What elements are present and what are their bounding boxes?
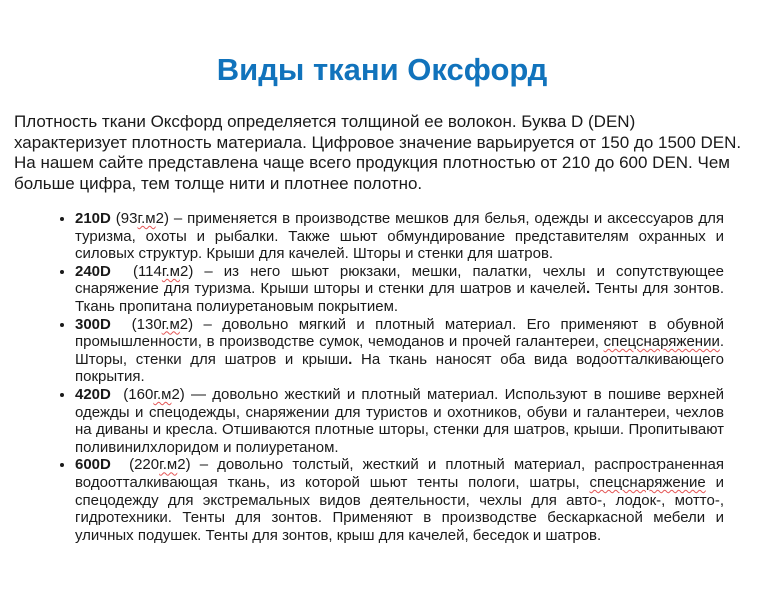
- bold-period: .: [585, 280, 591, 298]
- text-run: (160: [110, 385, 154, 403]
- text-run: 2) – из него шьют рюкзаки, мешки, палатки, чехлы и сопутствующее снаряжение для туризма. Крыши шторы и стенки для шатров и качелей: [75, 262, 724, 298]
- text-run: (93: [110, 210, 138, 227]
- spellcheck-word: г.м: [161, 315, 180, 333]
- density-code: 300D: [75, 315, 111, 333]
- text-run: 2) — довольно жесткий и плотный материал. Используют в пошиве верхней одежды и спецодежды, снаряжении для туристов и охотников, обуви и галантереи, чехлов на диваны и кресла. Отшиваются плотные шторы, стенки для шатров, крыши. Пропитывают поливинилхлоридом и полиуретаном.: [75, 385, 725, 456]
- text-run: и спецодежду для экстремальных видов деятельности, чехлы для авто-, лодок-, мотто-, гидротехники. Тенты для зонтов. Применяют в производстве бескаркасной мебели и уличных подушек. Тенты для зонтов, крыш для качелей, беседок и шатров.: [75, 473, 724, 544]
- spellcheck-word: г.м: [159, 456, 178, 474]
- text-run: (220: [110, 456, 160, 474]
- text-run: . Шторы, стенки для шатров и крыши: [75, 333, 724, 368]
- density-code: 210D: [75, 210, 111, 227]
- list-item: [75, 316, 724, 386]
- text-run: (130: [110, 315, 162, 333]
- density-code: 420D: [75, 385, 111, 403]
- text-run: На ткань наносят оба вида водоотталкивающего покрытия.: [75, 350, 724, 386]
- list-item: [75, 386, 724, 456]
- page-title: Виды ткани Оксфорд: [216, 52, 548, 87]
- bold-period: .: [348, 350, 353, 368]
- text-run: 2) – применяется в производстве мешков для белья, одежды и аксессуаров для туризма, охоты и рыбалки. Также шьют обмундирование представителям охранных и силовых структур. Крыши для качелей. Шторы и стенки для шатров.: [75, 210, 724, 263]
- text-run: 2) – довольно мягкий и плотный материал. Его применяют в обувной промышленности, в производстве сумок, чемоданов и прочей галантереи,: [75, 315, 725, 351]
- fabric-list: [45, 210, 724, 544]
- list-item: [75, 456, 724, 544]
- spellcheck-word: г.м: [153, 385, 172, 403]
- spellcheck-word: спецснаряжении: [603, 333, 720, 351]
- text-run: 2) – довольно толстый, жесткий и плотный материал, распространенная водоотталкивающая ткань, из которой шьют тенты пологи, шатры,: [75, 456, 724, 491]
- text-run: Тенты для зонтов. Ткань пропитана полиуретановым покрытием.: [75, 280, 724, 315]
- text-run: (114: [110, 262, 162, 280]
- spellcheck-word: г.м: [137, 210, 156, 227]
- spellcheck-word: г.м: [161, 262, 180, 280]
- density-code: 600D: [75, 456, 111, 474]
- intro-paragraph: Плотность ткани Оксфорд определяется толщиной ее волокон. Буква D (DEN) характеризует плотность материала. Цифровое значение варьируется от 150 до 1500 DEN. На нашем сайте представлена чаще всего продукция плотностью от 210 до 600 DEN. Чем больше цифра, тем толще нити и плотнее полотно.: [14, 112, 742, 193]
- spellcheck-word: спецснаряжение: [589, 473, 706, 491]
- density-code: 240D: [75, 262, 111, 280]
- list-item: [75, 210, 724, 263]
- list-item: [75, 263, 724, 316]
